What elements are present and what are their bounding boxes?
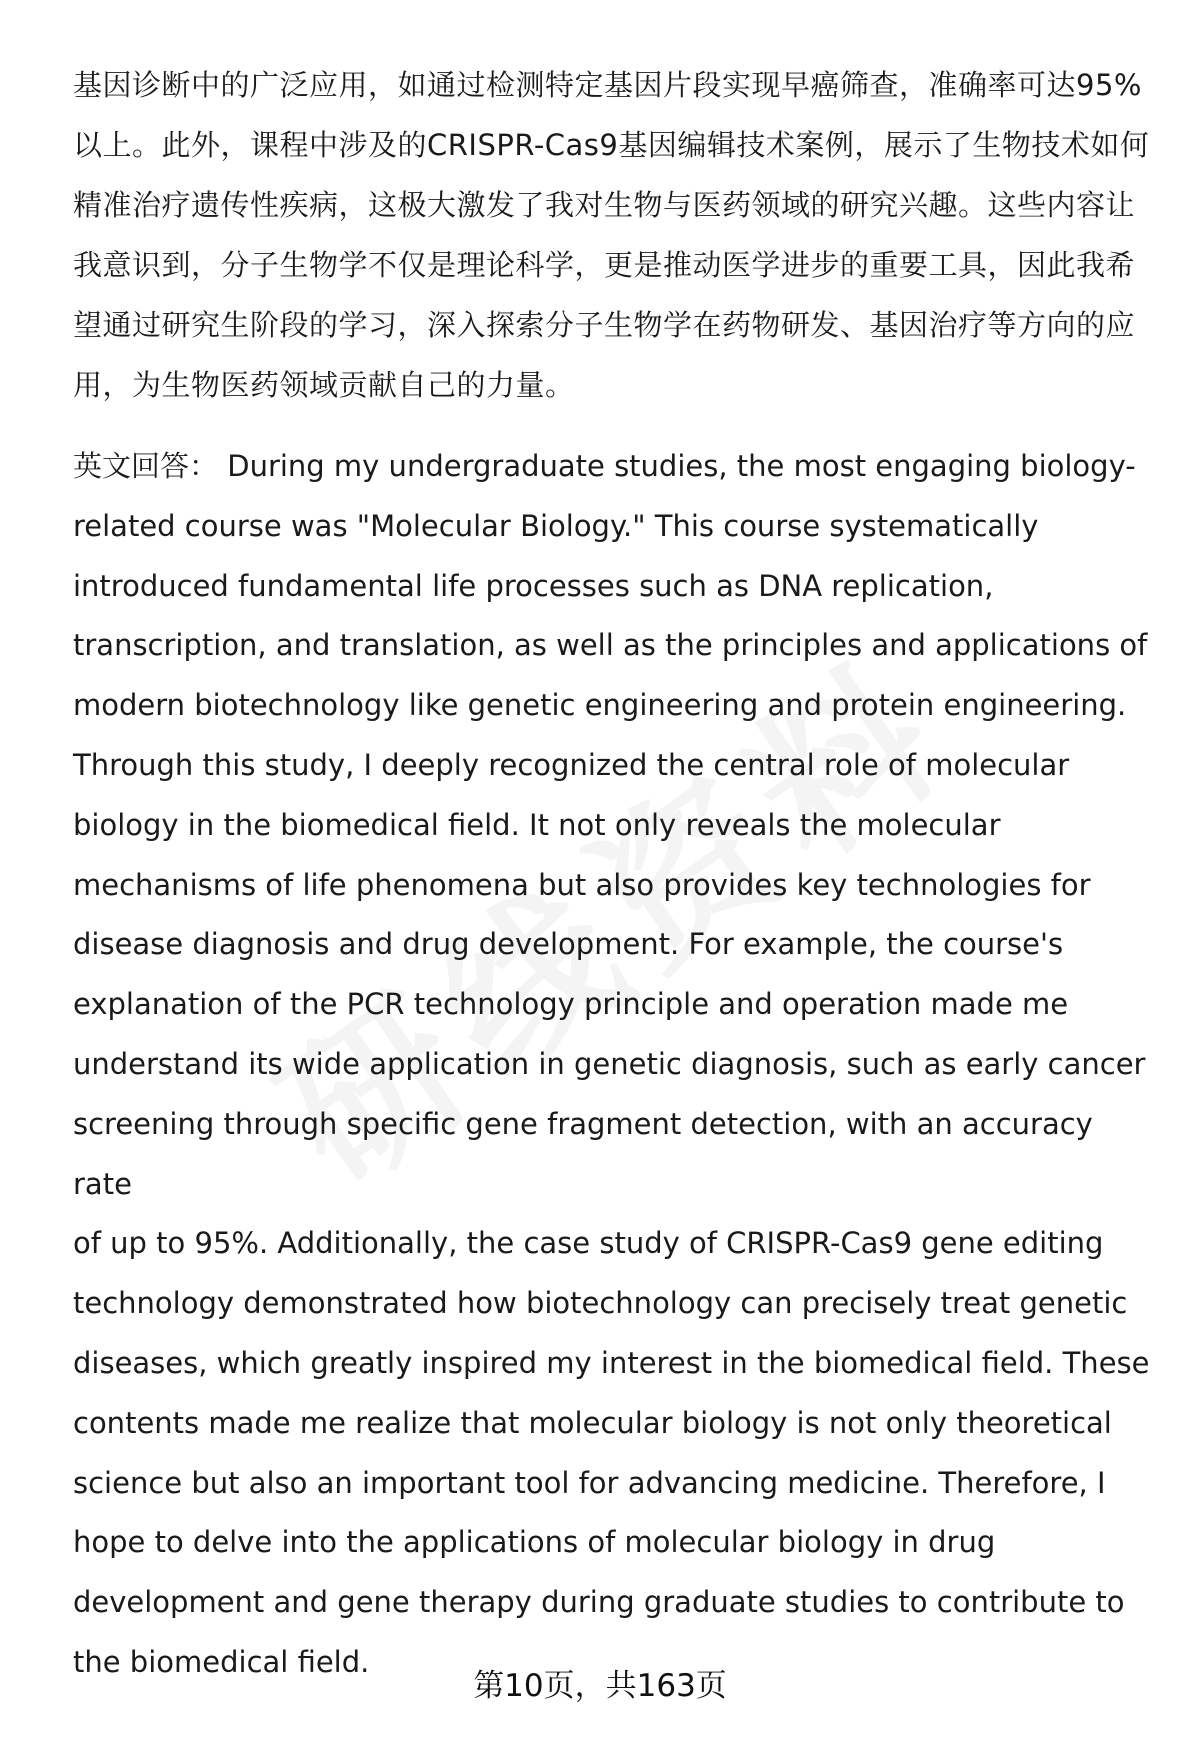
- english-answer-paragraph: [73, 437, 1153, 1693]
- english-answer-text: During my undergraduate studies, the most engaging biology- related course was "Molecular Biology." This course systematically introduced fundamental life processes such as DNA replication, transcription, and translation, as well as the principles and applications of modern biotechnology like genetic engineering and protein engineering. Through this study, I deeply recognized the central role of molecular biology in the biomedical field. It not only reveals the molecular mechanisms of life phenomena but also provides key technologies for disease diagnosis and drug development. For example, the course's explanation of the PCR technology principle and operation made me understand its wide application in genetic diagnosis, such as early cancer screening through specific gene fragment detection, with an accuracy rate of up to 95%. Additionally, the case study of CRISPR-Cas9 gene editing technology demonstrated how biotechnology can precisely treat genetic diseases, which greatly inspired my interest in the biomedical field. These contents made me realize that molecular biology is not only theoretical science but also an important tool for advancing medicine. Therefore, I hope to delve into the applications of molecular biology in drug development and gene therapy during graduate studies to contribute to the biomedical field.: [73, 449, 1150, 1679]
- chinese-answer-paragraph: 基因诊断中的广泛应用，如通过检测特定基因片段实现早癌筛查，准确率可达95% 以上。此外，课程中涉及的CRISPR-Cas9基因编辑技术案例，展示了生物技术如何 精准治疗遗传性疾病，这极大激发了我对生物与医药领域的研究兴趣。这些内容让 我意识到，分子生物学不仅是理论科学，更是推动医学进步的重要工具，因此我希 望通过研究生阶段的学习，深入探索分子生物学在药物研发、基因治疗等方向的应 用，为生物医药领域贡献自己的力量。: [73, 68, 1150, 402]
- page-content: [73, 55, 1153, 1693]
- page-number-footer: 第10页，共163页: [473, 1668, 727, 1704]
- english-answer-label: 英文回答：: [73, 449, 219, 483]
